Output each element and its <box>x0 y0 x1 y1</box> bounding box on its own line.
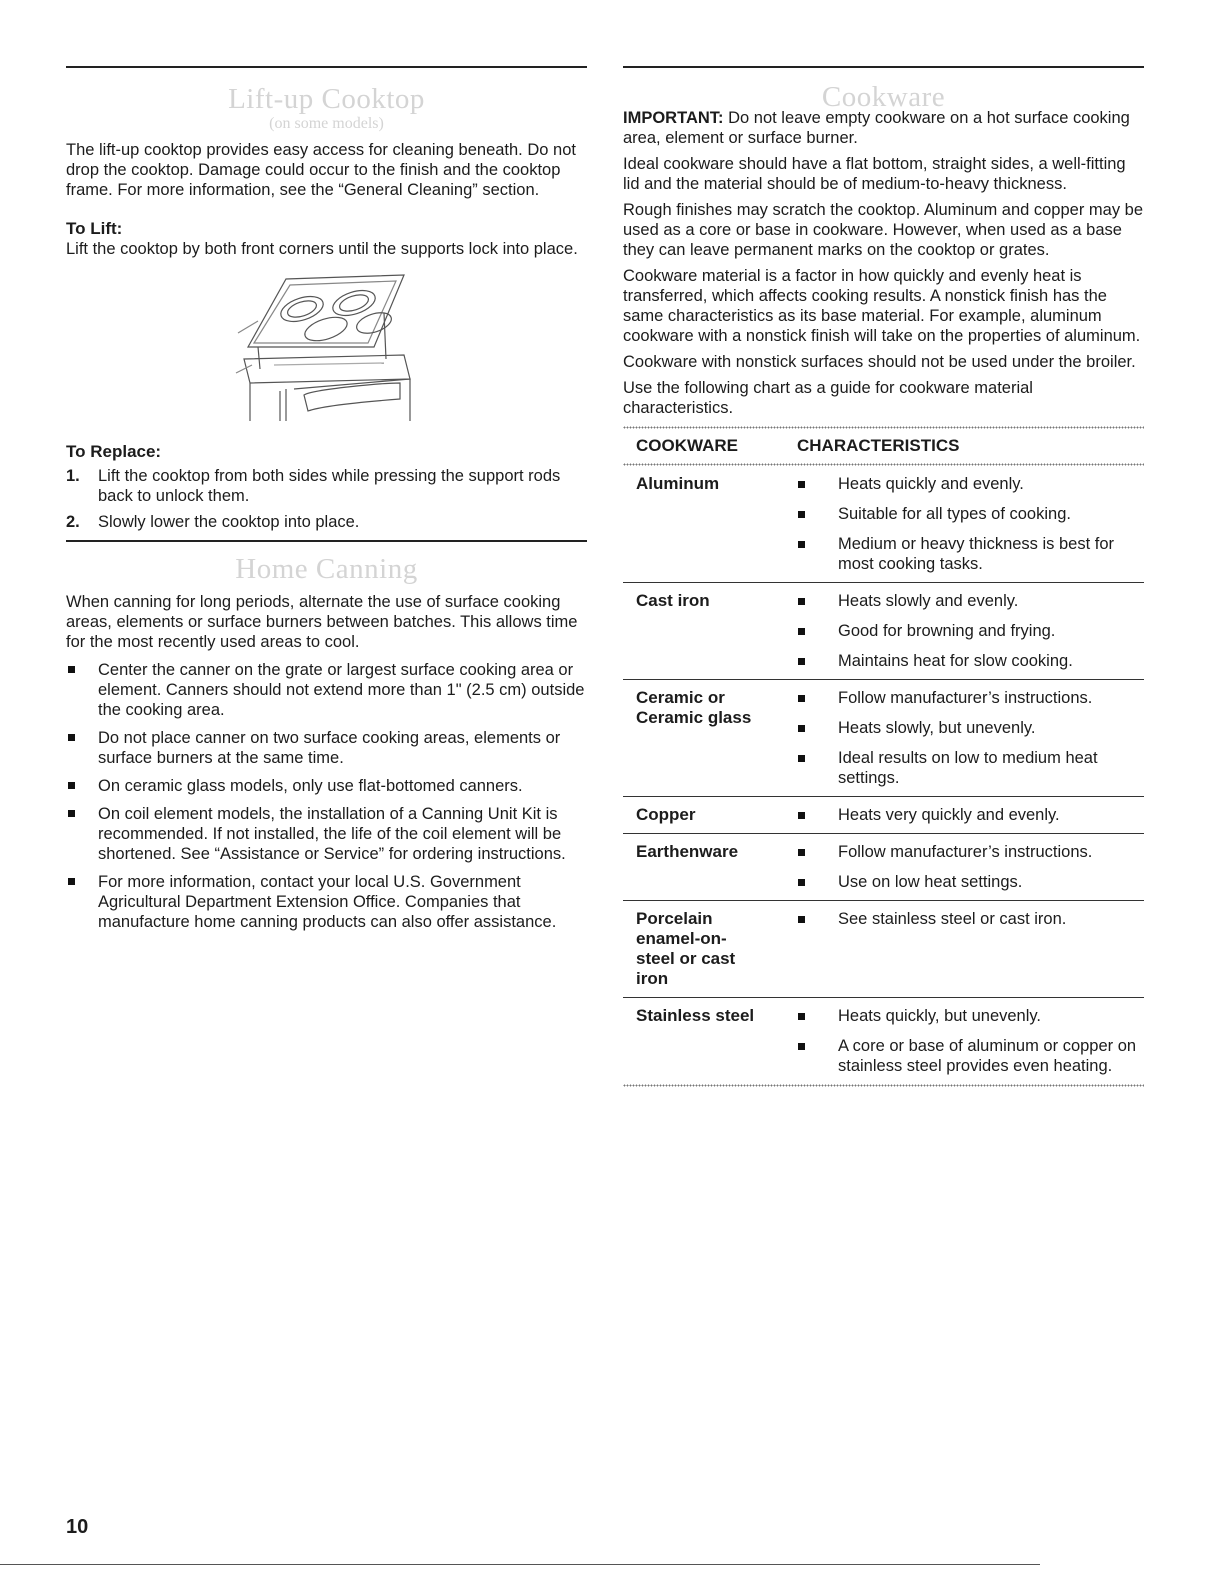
table-body <box>623 466 1144 1084</box>
cookware-paragraph: Ideal cookware should have a flat bottom, straight sides, a well-fitting lid and the material should be of medium-to-heavy thickness. <box>623 155 1126 193</box>
characteristics-list <box>797 909 1144 989</box>
right-column <box>623 66 1144 1087</box>
liftup-title: Lift-up Cooktop <box>228 83 425 115</box>
cookware-paragraph: Rough finishes may scratch the cooktop. Aluminum and copper may be used as a core or base in cookware. However, when used as a base they can leave permanent marks on the cooktop or grates. <box>623 201 1144 259</box>
characteristics-list <box>797 805 1144 825</box>
characteristic-item: Medium or heavy thickness is best for most cooking tasks. <box>797 534 1144 574</box>
characteristics-list <box>797 842 1144 892</box>
important-label: IMPORTANT: <box>623 109 724 127</box>
table-row <box>623 797 1144 834</box>
characteristic-item: Heats quickly, but unevenly. <box>797 1006 1144 1026</box>
section-rule <box>66 540 587 542</box>
characteristic-item: A core or base of aluminum or copper on stainless steel provides even heating. <box>797 1036 1144 1076</box>
table-row <box>623 834 1144 901</box>
characteristic-item: Heats quickly and evenly. <box>797 474 1144 494</box>
step-number: 1. <box>66 467 80 485</box>
cookware-paragraph: Use the following chart as a guide for cookware material characteristics. <box>623 379 1033 417</box>
table-row <box>623 680 1144 797</box>
canning-intro: When canning for long periods, alternate the use of surface cooking areas, elements or surface burners between batches. This allows time for the most recently used areas to cool. <box>66 593 578 651</box>
header-characteristics: CHARACTERISTICS <box>797 436 960 455</box>
material-name: Ceramic or Ceramic glass <box>636 688 752 727</box>
characteristic-item: Heats slowly, but unevenly. <box>797 718 1144 738</box>
header-cookware: COOKWARE <box>636 436 738 455</box>
material-name: Copper <box>636 805 696 824</box>
table-row <box>623 583 1144 680</box>
table-row <box>623 998 1144 1084</box>
step-text: Lift the cooktop from both sides while pressing the support rods back to unlock them. <box>98 467 561 505</box>
characteristics-list <box>797 591 1144 671</box>
section-rule <box>66 66 587 68</box>
canning-bullet: On coil element models, the installation of a Canning Unit Kit is recommended. If not installed, the life of the coil element will be shortened. See “Assistance or Service” for ordering instructions. <box>66 804 587 864</box>
replace-step <box>66 466 587 506</box>
replace-step <box>66 512 587 532</box>
material-name: Cast iron <box>636 591 710 610</box>
left-column <box>66 66 587 932</box>
material-name: Earthenware <box>636 842 739 861</box>
characteristic-item: Heats slowly and evenly. <box>797 591 1144 611</box>
cookware-paragraph: Cookware material is a factor in how quickly and evenly heat is transferred, which affects cooking results. A nonstick finish has the same characteristics as its base material. For example, aluminum cookware with a nonstick finish will take on the properties of aluminum. <box>623 267 1141 345</box>
material-name: Porcelain enamel-on-steel or cast iron <box>636 909 736 988</box>
table-dotted-rule <box>623 1084 1144 1087</box>
cookware-table <box>623 426 1144 1087</box>
liftup-intro: The lift-up cooktop provides easy access for cleaning beneath. Do not drop the cooktop. Damage could occur to the finish and the cooktop frame. For more information, see the “General Cleaning” section. <box>66 141 576 199</box>
section-rule <box>623 66 1144 68</box>
canning-bullet: Do not place canner on two surface cooking areas, elements or surface burners at the same time. <box>66 728 587 768</box>
page-number: 10 <box>66 1516 89 1538</box>
characteristics-list <box>797 474 1144 574</box>
table-row <box>623 901 1144 998</box>
footer-rule <box>0 1564 1040 1565</box>
cookware-paragraph: Cookware with nonstick surfaces should not be used under the broiler. <box>623 353 1136 371</box>
to-lift-text: Lift the cooktop by both front corners until the supports lock into place. <box>66 240 578 258</box>
characteristic-item: Heats very quickly and evenly. <box>797 805 1144 825</box>
characteristic-item: Use on low heat settings. <box>797 872 1144 892</box>
to-lift-heading: To Lift: <box>66 219 123 238</box>
to-replace-heading: To Replace: <box>66 442 162 461</box>
characteristic-item: Maintains heat for slow cooking. <box>797 651 1144 671</box>
canning-bullet: Center the canner on the grate or largest surface cooking area or element. Canners should not extend more than 1" (2.5 cm) outside the cooking area. <box>66 660 587 720</box>
characteristic-item: Follow manufacturer’s instructions. <box>797 688 1144 708</box>
liftup-subtitle: (on some models) <box>269 115 384 132</box>
characteristics-list <box>797 1006 1144 1076</box>
material-name: Aluminum <box>636 474 720 493</box>
important-note <box>623 108 1144 148</box>
important-text: Do not leave empty cookware on a hot surface cooking area, element or surface burner. <box>623 109 1130 147</box>
step-number: 2. <box>66 513 80 531</box>
characteristic-item: Ideal results on low to medium heat settings. <box>797 748 1144 788</box>
table-header <box>623 429 1144 463</box>
canning-bullet: On ceramic glass models, only use flat-bottomed canners. <box>66 776 587 796</box>
material-name: Stainless steel <box>636 1006 755 1025</box>
characteristics-list <box>797 688 1144 788</box>
step-text: Slowly lower the cooktop into place. <box>98 513 360 531</box>
canning-title: Home Canning <box>235 553 418 585</box>
cookware-title: Cookware <box>821 81 946 113</box>
characteristic-item: Suitable for all types of cooking. <box>797 504 1144 524</box>
characteristic-item: See stainless steel or cast iron. <box>797 909 1144 929</box>
characteristic-item: Follow manufacturer’s instructions. <box>797 842 1144 862</box>
canning-bullet: For more information, contact your local U.S. Government Agricultural Department Extension Office. Companies that manufacture home canning products can also offer assistance. <box>66 872 587 932</box>
characteristic-item: Good for browning and frying. <box>797 621 1144 641</box>
table-row <box>623 466 1144 583</box>
lifted-cooktop-illustration <box>234 273 414 421</box>
